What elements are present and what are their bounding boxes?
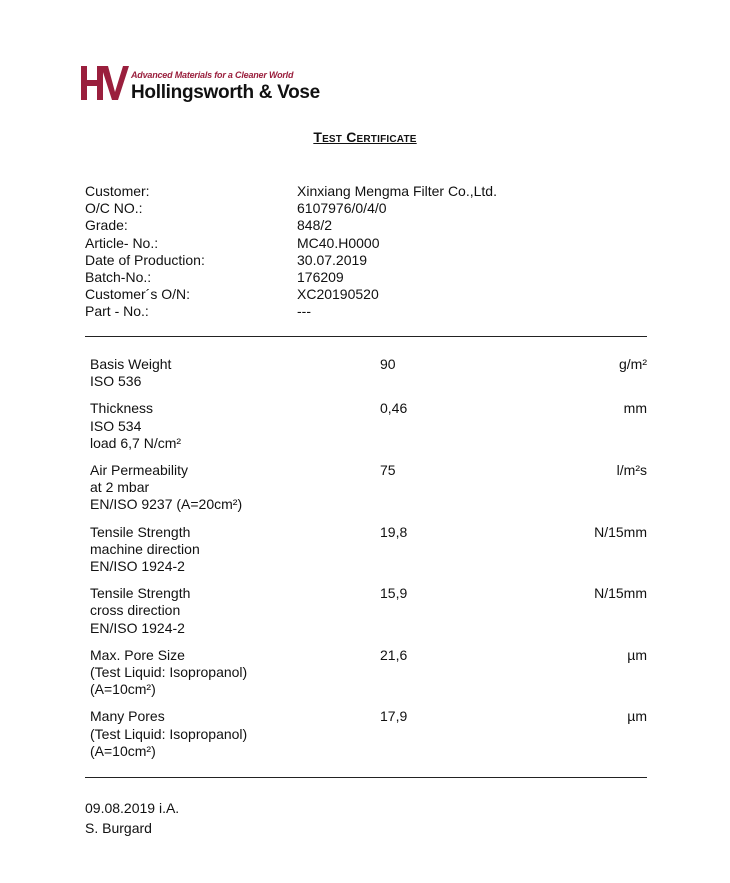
meta-value: Xinxiang Mengma Filter Co.,Ltd.: [297, 183, 497, 199]
result-unit: l/m²s: [616, 462, 647, 479]
result-unit: µm: [627, 646, 647, 663]
meta-value: MC40.H0000: [297, 234, 380, 251]
hv-logo-icon: [81, 64, 129, 104]
result-value: 15,9: [380, 585, 408, 602]
result-name: [90, 400, 340, 452]
meta-label: Customer´s O/N:: [85, 286, 191, 303]
result-name-line: Many Pores: [90, 708, 165, 725]
signature-block: [85, 798, 179, 838]
result-value: 17,9: [380, 708, 408, 725]
meta-row: [85, 303, 645, 320]
meta-label: Part - No.:: [85, 303, 149, 320]
result-unit: g/m²: [619, 356, 647, 372]
meta-label: Customer:: [85, 183, 150, 199]
result-name-line: EN/ISO 1924-2: [90, 619, 185, 636]
bottom-divider: [85, 777, 647, 778]
logo-tagline: Advanced Materials for a Cleaner World: [131, 70, 294, 80]
meta-label: Article- No.:: [85, 234, 159, 251]
meta-row: [85, 200, 645, 217]
result-row: [90, 462, 647, 514]
meta-row: [85, 286, 645, 303]
result-name-line: Basis Weight: [90, 356, 172, 372]
meta-value: 176209: [297, 268, 344, 285]
result-unit: µm: [627, 708, 647, 725]
result-unit: N/15mm: [594, 585, 647, 602]
result-name: [90, 647, 340, 699]
result-name-line: ISO 534: [90, 417, 142, 434]
result-name-line: Air Permeability: [90, 462, 189, 479]
page-title: Test Certificate: [313, 129, 417, 145]
meta-label: Date of Production:: [85, 251, 205, 268]
meta-value: ---: [297, 303, 311, 320]
signatory-name: S. Burgard: [85, 820, 152, 836]
result-name-line: ISO 536: [90, 373, 142, 390]
result-row: [90, 585, 647, 637]
meta-row: [85, 217, 645, 234]
result-name-line: at 2 mbar: [90, 479, 150, 496]
result-name-line: machine direction: [90, 540, 200, 557]
logo-company-name: Hollingsworth & Vose: [131, 82, 320, 103]
meta-row: [85, 235, 645, 252]
meta-row: [85, 183, 645, 200]
result-name-line: Tensile Strength: [90, 585, 191, 602]
result-name: [90, 462, 340, 514]
result-name-line: EN/ISO 9237 (A=20cm²): [90, 496, 243, 513]
results-table: [90, 356, 647, 760]
meta-label: Batch-No.:: [85, 268, 152, 285]
meta-label: O/C NO.:: [85, 200, 143, 217]
meta-row: [85, 269, 645, 286]
result-value: 90: [380, 356, 396, 372]
result-name-line: Tensile Strength: [90, 523, 191, 540]
result-name: [90, 356, 340, 390]
meta-value: 30.07.2019: [297, 251, 368, 268]
result-name-line: Thickness: [90, 400, 154, 417]
result-name: [90, 524, 340, 576]
result-name-line: (A=10cm²): [90, 742, 156, 759]
meta-label: Grade:: [85, 217, 128, 234]
result-row: [90, 647, 647, 699]
result-name-line: cross direction: [90, 602, 181, 619]
result-row: [90, 708, 647, 760]
meta-value: XC20190520: [297, 286, 379, 303]
result-row: [90, 356, 647, 390]
company-logo: [81, 64, 341, 104]
result-name-line: Max. Pore Size: [90, 646, 185, 663]
meta-row: [85, 252, 645, 269]
result-value: 75: [380, 462, 396, 479]
signature-date: 09.08.2019 i.A.: [85, 800, 180, 816]
result-unit: N/15mm: [594, 523, 647, 540]
result-value: 19,8: [380, 523, 408, 540]
result-value: 0,46: [380, 400, 408, 417]
result-row: [90, 400, 647, 452]
result-name-line: (A=10cm²): [90, 681, 156, 698]
result-row: [90, 524, 647, 576]
result-name: [90, 708, 340, 760]
result-name: [90, 585, 340, 637]
result-name-line: load 6,7 N/cm²: [90, 434, 182, 451]
result-name-line: (Test Liquid: Isopropanol): [90, 725, 248, 742]
certificate-meta: [85, 183, 645, 321]
top-divider: [85, 336, 647, 337]
result-name-line: EN/ISO 1924-2: [90, 558, 185, 575]
result-unit: mm: [623, 400, 647, 417]
meta-value: 6107976/0/4/0: [297, 200, 387, 217]
result-name-line: (Test Liquid: Isopropanol): [90, 664, 248, 681]
meta-value: 848/2: [297, 217, 333, 234]
result-value: 21,6: [380, 646, 408, 663]
